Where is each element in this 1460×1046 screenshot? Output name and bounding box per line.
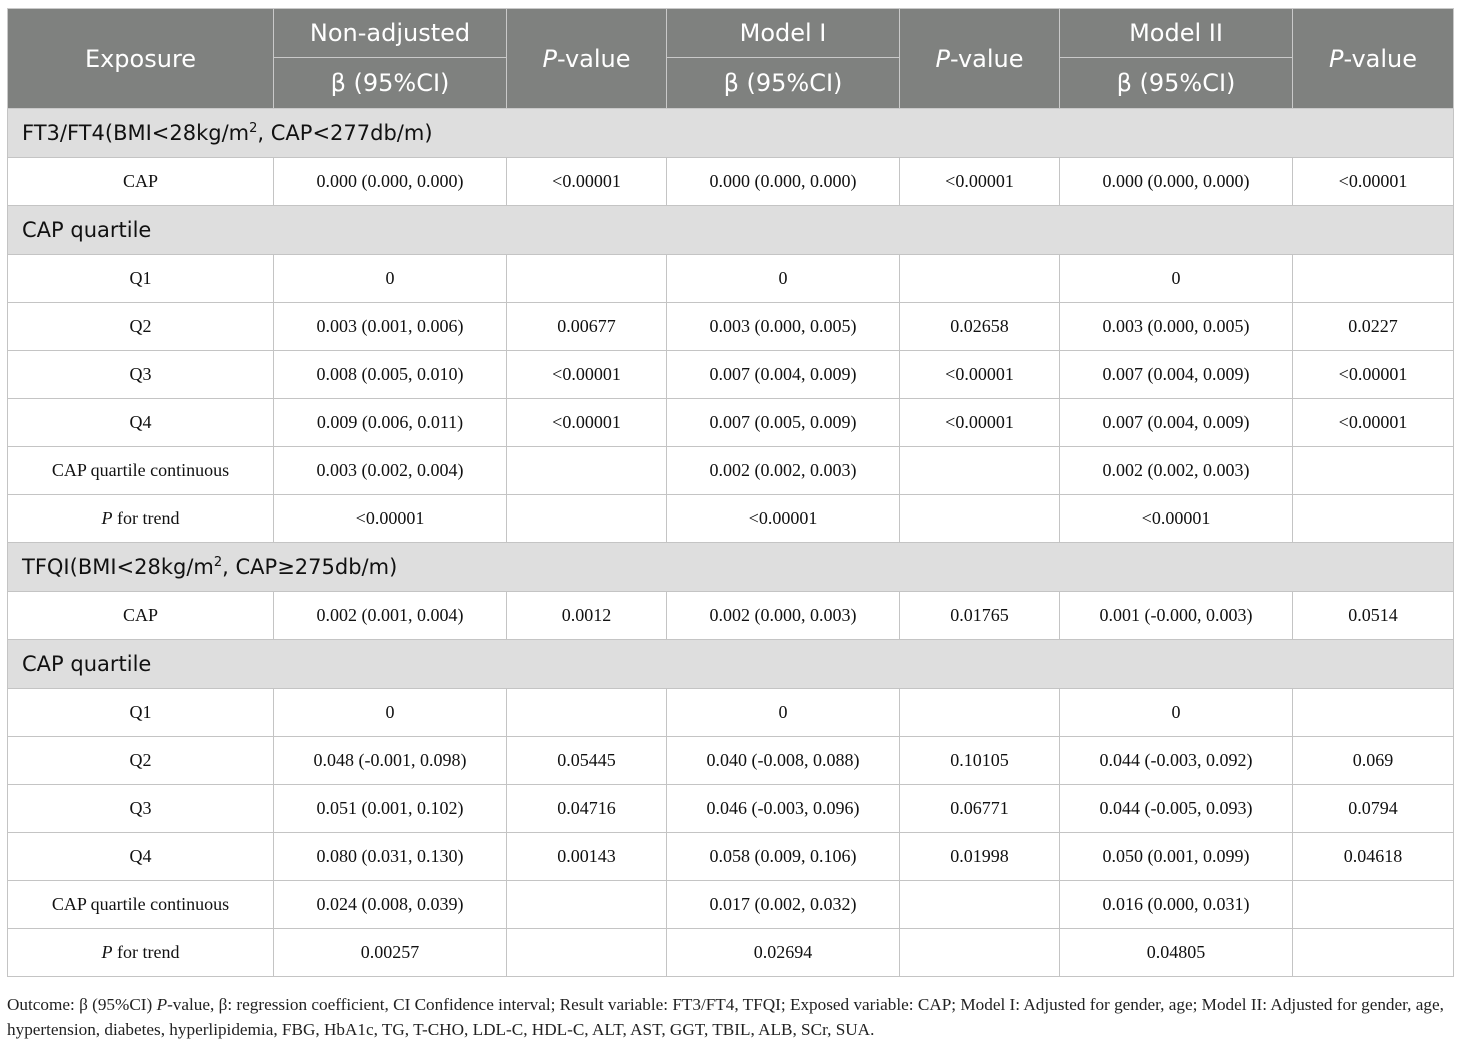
- header-beta-1: β (95%CI): [274, 58, 507, 109]
- table-cell: 0.04618: [1293, 833, 1454, 881]
- table-cell: [507, 881, 667, 929]
- table-cell: 0.0514: [1293, 592, 1454, 640]
- table-cell: 0.046 (-0.003, 0.096): [667, 785, 900, 833]
- header-pvalue-1: [507, 9, 667, 109]
- trend-label: for trend: [112, 508, 180, 528]
- table-cell: 0.002 (0.002, 0.003): [667, 447, 900, 495]
- table-cell: 0.007 (0.004, 0.009): [667, 351, 900, 399]
- table-cell: 0.01998: [900, 833, 1060, 881]
- trend-row: [8, 929, 1454, 977]
- table-cell: [900, 881, 1060, 929]
- table-row: [8, 737, 1454, 785]
- header-beta-2: β (95%CI): [667, 58, 900, 109]
- subsection-title: CAP quartile: [8, 640, 1454, 689]
- empty-cell: [900, 929, 1060, 977]
- table-cell: <0.00001: [507, 399, 667, 447]
- table-cell: 0: [1060, 689, 1293, 737]
- table-footnote: [7, 992, 1457, 1042]
- table-cell: [1293, 881, 1454, 929]
- table-cell: 0: [667, 689, 900, 737]
- trend-value: 0.02694: [667, 929, 900, 977]
- table-cell: <0.00001: [507, 351, 667, 399]
- table-row: [8, 881, 1454, 929]
- table-cell: [1293, 689, 1454, 737]
- table-cell: <0.00001: [1293, 158, 1454, 206]
- table-row: [8, 447, 1454, 495]
- table-cell: 0.048 (-0.001, 0.098): [274, 737, 507, 785]
- section-title-row: [8, 543, 1454, 592]
- table-row: [8, 592, 1454, 640]
- table-cell: 0.051 (0.001, 0.102): [274, 785, 507, 833]
- row-label: Q4: [8, 399, 274, 447]
- header-beta-3: β (95%CI): [1060, 58, 1293, 109]
- table-cell: 0.003 (0.002, 0.004): [274, 447, 507, 495]
- table-row: [8, 255, 1454, 303]
- table-cell: 0.024 (0.008, 0.039): [274, 881, 507, 929]
- trend-row: [8, 495, 1454, 543]
- row-label: Q1: [8, 689, 274, 737]
- table-cell: [1293, 447, 1454, 495]
- header-exposure: Exposure: [8, 9, 274, 109]
- table-body: [8, 109, 1454, 977]
- row-label: CAP: [8, 158, 274, 206]
- trend-value: <0.00001: [667, 495, 900, 543]
- table-cell: 0.007 (0.005, 0.009): [667, 399, 900, 447]
- table-cell: 0.000 (0.000, 0.000): [274, 158, 507, 206]
- row-label: Q2: [8, 737, 274, 785]
- table-row: [8, 689, 1454, 737]
- section-title-text: , CAP<277db/m): [257, 121, 433, 145]
- table-row: [8, 785, 1454, 833]
- table-cell: 0: [274, 255, 507, 303]
- p-italic: P: [1328, 44, 1344, 73]
- table-cell: <0.00001: [900, 399, 1060, 447]
- row-label: Q3: [8, 351, 274, 399]
- table-cell: 0.007 (0.004, 0.009): [1060, 399, 1293, 447]
- table-cell: 0.00677: [507, 303, 667, 351]
- row-label: CAP: [8, 592, 274, 640]
- table-cell: <0.00001: [900, 158, 1060, 206]
- trend-value: 0.00257: [274, 929, 507, 977]
- table-header: [8, 9, 1454, 109]
- table-cell: <0.00001: [900, 351, 1060, 399]
- table-row: [8, 351, 1454, 399]
- empty-cell: [900, 495, 1060, 543]
- empty-cell: [507, 929, 667, 977]
- footnote-part1: Outcome: β (95%CI): [7, 995, 157, 1014]
- table-cell: 0.050 (0.001, 0.099): [1060, 833, 1293, 881]
- row-label: [8, 495, 274, 543]
- table-cell: 0.0012: [507, 592, 667, 640]
- table-row: [8, 303, 1454, 351]
- section-title-row: [8, 109, 1454, 158]
- p-suffix: -value: [949, 44, 1024, 73]
- row-label: [8, 929, 274, 977]
- section-title-sup: 2: [249, 121, 258, 136]
- section-title: [8, 109, 1454, 158]
- table-cell: 0.008 (0.005, 0.010): [274, 351, 507, 399]
- footnote-part2: -value, β: regression coefficient, CI Confidence interval; Result variable: FT3/FT4, TFQI; Exposed variable: CAP; Model I: Adjusted for gender, age; Model II: Adjusted for gender, age, hypertension, diabetes, hyperlipidemia, FBG, HbA1c, TG, T-CHO, LDL-C, HDL-C, ALT, AST, GGT, TBIL, ALB, SCr, SUA.: [7, 995, 1444, 1039]
- table-cell: 0.04716: [507, 785, 667, 833]
- empty-cell: [507, 495, 667, 543]
- table-row: [8, 158, 1454, 206]
- table-cell: 0.0227: [1293, 303, 1454, 351]
- p-italic: P: [542, 44, 557, 73]
- table-cell: 0.000 (0.000, 0.000): [667, 158, 900, 206]
- table-cell: [507, 689, 667, 737]
- table-cell: <0.00001: [1293, 399, 1454, 447]
- header-model-1: Model I: [667, 9, 900, 58]
- table-cell: 0.002 (0.000, 0.003): [667, 592, 900, 640]
- trend-value: 0.04805: [1060, 929, 1293, 977]
- table-cell: 0.003 (0.001, 0.006): [274, 303, 507, 351]
- subsection-title-row: [8, 206, 1454, 255]
- results-table-container: [7, 8, 1453, 977]
- row-label: CAP quartile continuous: [8, 881, 274, 929]
- table-cell: 0.016 (0.000, 0.031): [1060, 881, 1293, 929]
- table-cell: 0.080 (0.031, 0.130): [274, 833, 507, 881]
- table-cell: 0.044 (-0.005, 0.093): [1060, 785, 1293, 833]
- table-cell: [900, 689, 1060, 737]
- table-cell: <0.00001: [507, 158, 667, 206]
- table-cell: 0.007 (0.004, 0.009): [1060, 351, 1293, 399]
- header-model-nonadjusted: Non-adjusted: [274, 9, 507, 58]
- trend-value: <0.00001: [274, 495, 507, 543]
- table-cell: 0.003 (0.000, 0.005): [667, 303, 900, 351]
- table-cell: [900, 255, 1060, 303]
- regression-table: [7, 8, 1454, 977]
- table-cell: 0.040 (-0.008, 0.088): [667, 737, 900, 785]
- table-cell: 0.10105: [900, 737, 1060, 785]
- table-cell: [1293, 255, 1454, 303]
- p-suffix: -value: [556, 44, 631, 73]
- header-pvalue-3: [1293, 9, 1454, 109]
- table-cell: 0.003 (0.000, 0.005): [1060, 303, 1293, 351]
- row-label: CAP quartile continuous: [8, 447, 274, 495]
- table-cell: 0.009 (0.006, 0.011): [274, 399, 507, 447]
- table-cell: 0: [274, 689, 507, 737]
- section-title-sup: 2: [213, 555, 223, 570]
- table-cell: [507, 255, 667, 303]
- section-title-text: FT3/FT4(BMI<28kg/m: [22, 121, 250, 145]
- table-cell: 0.058 (0.009, 0.106): [667, 833, 900, 881]
- trend-value: <0.00001: [1060, 495, 1293, 543]
- section-title-text: TFQI(BMI<28kg/m: [22, 555, 214, 579]
- empty-cell: [1293, 929, 1454, 977]
- table-cell: 0.000 (0.000, 0.000): [1060, 158, 1293, 206]
- header-model-2: Model II: [1060, 9, 1293, 58]
- p-italic: P: [101, 508, 113, 528]
- subsection-title-row: [8, 640, 1454, 689]
- table-cell: 0: [667, 255, 900, 303]
- table-cell: 0.002 (0.002, 0.003): [1060, 447, 1293, 495]
- p-suffix: -value: [1343, 44, 1418, 73]
- table-cell: 0.002 (0.001, 0.004): [274, 592, 507, 640]
- footnote-p-italic: P: [156, 995, 168, 1014]
- p-italic: P: [935, 44, 950, 73]
- p-italic: P: [101, 942, 113, 962]
- table-row: [8, 833, 1454, 881]
- empty-cell: [1293, 495, 1454, 543]
- table-cell: 0.001 (-0.000, 0.003): [1060, 592, 1293, 640]
- subsection-title: CAP quartile: [8, 206, 1454, 255]
- row-label: Q4: [8, 833, 274, 881]
- table-cell: 0.01765: [900, 592, 1060, 640]
- table-cell: 0.06771: [900, 785, 1060, 833]
- table-cell: 0.05445: [507, 737, 667, 785]
- section-title-text: , CAP≥275db/m): [222, 555, 398, 579]
- table-cell: [507, 447, 667, 495]
- row-label: Q1: [8, 255, 274, 303]
- table-cell: 0.044 (-0.003, 0.092): [1060, 737, 1293, 785]
- row-label: Q2: [8, 303, 274, 351]
- table-cell: 0.00143: [507, 833, 667, 881]
- table-row: [8, 399, 1454, 447]
- section-title: [8, 543, 1454, 592]
- trend-label: for trend: [112, 942, 180, 962]
- table-cell: [900, 447, 1060, 495]
- row-label: Q3: [8, 785, 274, 833]
- table-cell: 0.017 (0.002, 0.032): [667, 881, 900, 929]
- table-cell: 0: [1060, 255, 1293, 303]
- table-cell: 0.0794: [1293, 785, 1454, 833]
- table-cell: <0.00001: [1293, 351, 1454, 399]
- table-cell: 0.069: [1293, 737, 1454, 785]
- table-cell: 0.02658: [900, 303, 1060, 351]
- header-pvalue-2: [900, 9, 1060, 109]
